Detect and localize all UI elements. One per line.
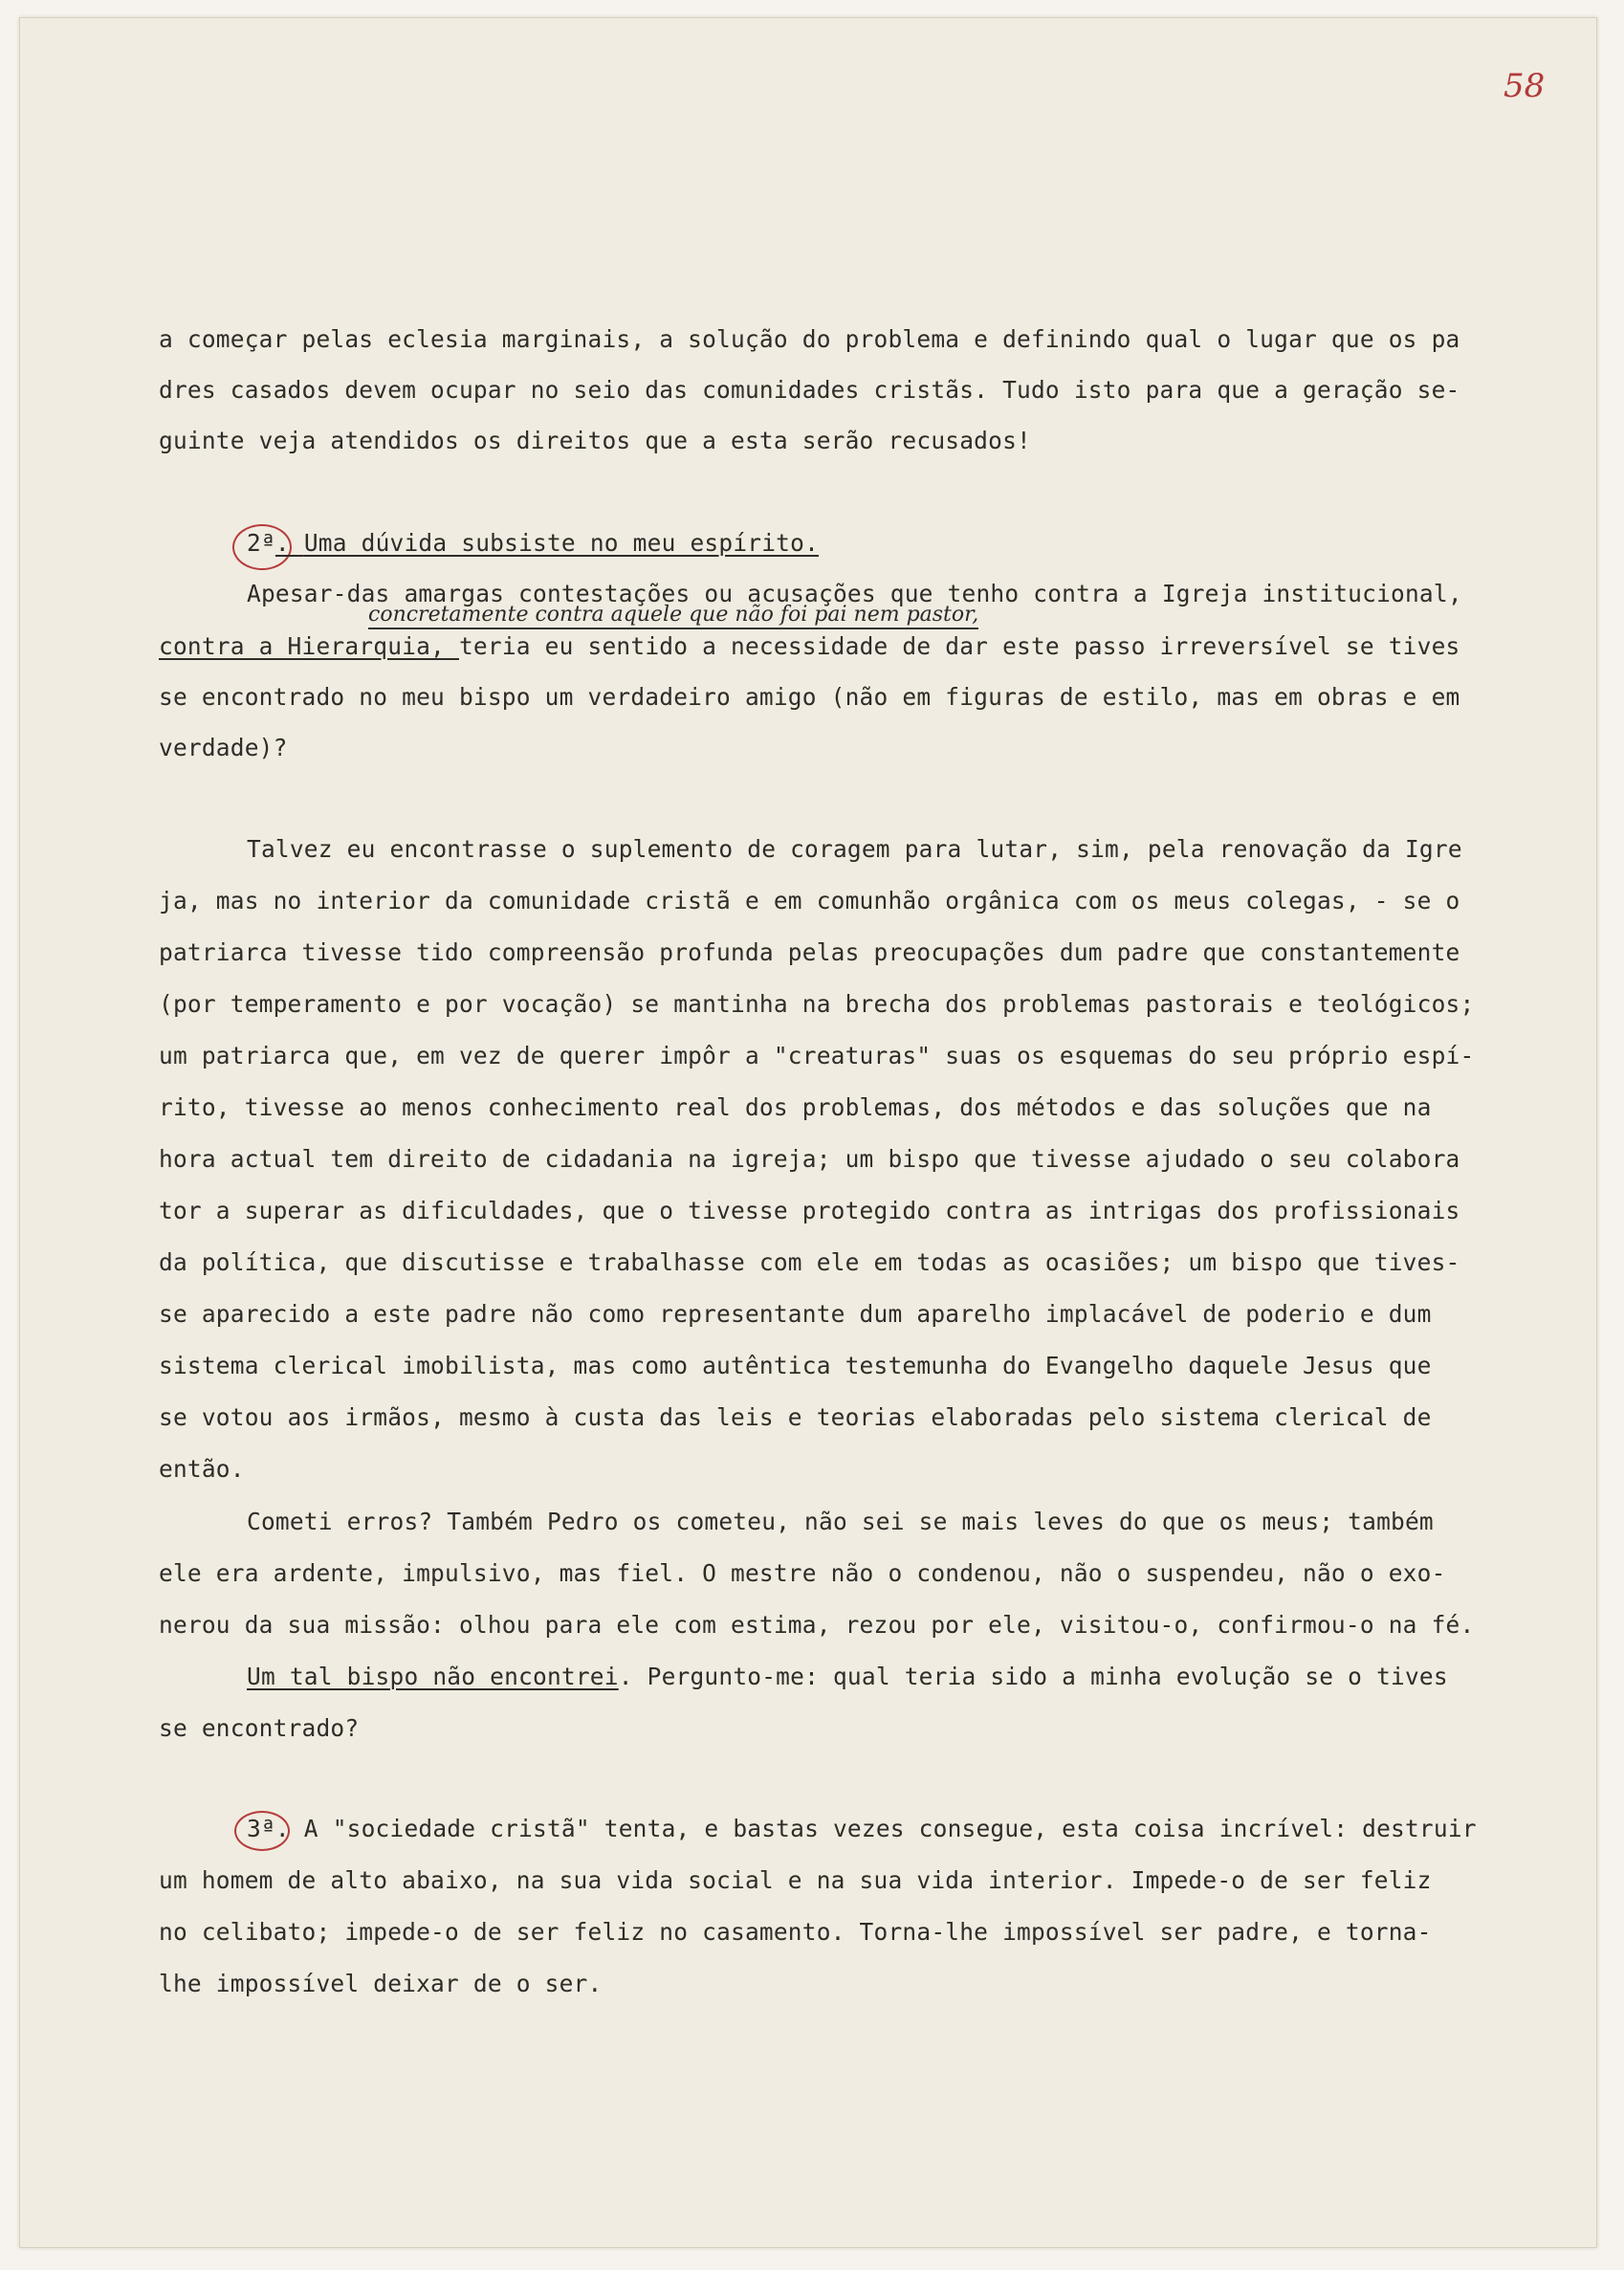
text-line: da política, que discutisse e trabalhasse com ele em todas as ocasiões; um bispo que tives- — [159, 1248, 1460, 1276]
text-line: um patriarca que, em vez de querer impôr a "creaturas" suas os esquemas do seu próprio espí- — [159, 1042, 1475, 1069]
text-line: se aparecido a este padre não como representante dum aparelho implacável de poderio e dum — [159, 1300, 1432, 1328]
text-line: sistema clerical imobilista, mas como autêntica testemunha do Evangelho daquele Jesus que — [159, 1352, 1432, 1379]
text-line: se encontrado no meu bispo um verdadeiro amigo (não em figuras de estilo, mas em obras e em — [159, 683, 1460, 711]
section-title: Uma dúvida subsiste no meu espírito. — [303, 529, 820, 557]
text-line: se encontrado? — [159, 1714, 360, 1742]
text-line: (por temperamento e por vocação) se mantinha na brecha dos problemas pastorais e teológicos; — [159, 990, 1475, 1018]
section-number: 3ª — [247, 1815, 275, 1842]
text-line: a começar pelas eclesia marginais, a solução do problema e definindo qual o lugar que os pa — [159, 325, 1460, 353]
text-line: rito, tivesse ao menos conhecimento real dos problemas, dos métodos e das soluções que na — [159, 1093, 1432, 1121]
text-line: lhe impossível deixar de o ser. — [159, 1970, 603, 1997]
text-line: tor a superar as dificuldades, que o tivesse protegido contra as intrigas dos profissionais — [159, 1197, 1460, 1224]
section-number: 2ª — [247, 529, 275, 557]
text-line: ja, mas no interior da comunidade cristã e em comunhão orgânica com os meus colegas, - se o — [159, 887, 1460, 915]
text-line: Talvez eu encontrasse o suplemento de coragem para lutar, sim, pela renovação da Igre — [247, 835, 1462, 863]
page-number: 58 — [1503, 67, 1546, 105]
section-heading: 2ª. Uma dúvida subsiste no meu espírito. — [247, 529, 820, 557]
text-line: contra a Hierarquia, teria eu sentido a necessidade de dar este passo irreversível se tives — [159, 632, 1460, 660]
text-line: no celibato; impede-o de ser feliz no casamento. Torna-lhe impossível ser padre, e torna- — [159, 1918, 1432, 1946]
text-line: guinte veja atendidos os direitos que a esta serão recusados! — [159, 427, 1031, 454]
underlined-phrase: Um tal bispo não encontrei — [247, 1663, 619, 1690]
text-line: hora actual tem direito de cidadania na igreja; um bispo que tivesse ajudado o seu colabora — [159, 1145, 1460, 1173]
text-line: então. — [159, 1455, 245, 1483]
text-line: dres casados devem ocupar no seio das comunidades cristãs. Tudo isto para que a geração se- — [159, 376, 1460, 404]
text-line: Um tal bispo não encontrei. Pergunto-me: qual teria sido a minha evolução se o tives — [247, 1663, 1448, 1690]
text-line: nerou da sua missão: olhou para ele com estima, rezou por ele, visitou-o, confirmou-o na fé. — [159, 1611, 1475, 1639]
text-line: verdade)? — [159, 734, 288, 761]
text-line: Cometi erros? Também Pedro os cometeu, não sei se mais leves do que os meus; também — [247, 1508, 1434, 1535]
text-line: ele era ardente, impulsivo, mas fiel. O mestre não o condenou, não o suspendeu, não o exo- — [159, 1559, 1446, 1587]
section-heading: 3ª. A "sociedade cristã" tenta, e bastas vezes consegue, esta coisa incrível: destruir — [247, 1815, 1477, 1842]
text-line: se votou aos irmãos, mesmo à custa das leis e teorias elaboradas pelo sistema clerical de — [159, 1403, 1432, 1431]
text-line: um homem de alto abaixo, na sua vida social e na sua vida interior. Impede-o de ser feliz — [159, 1866, 1432, 1894]
text-line: patriarca tivesse tido compreensão profunda pelas preocupações dum padre que constantemente — [159, 938, 1460, 966]
handwritten-insertion: concretamente contra aquele que não foi pai nem pastor, — [368, 603, 978, 629]
text-line: Apesar-das amargas contestações ou acusações que tenho contra a Igreja institucional, — [247, 580, 1462, 607]
